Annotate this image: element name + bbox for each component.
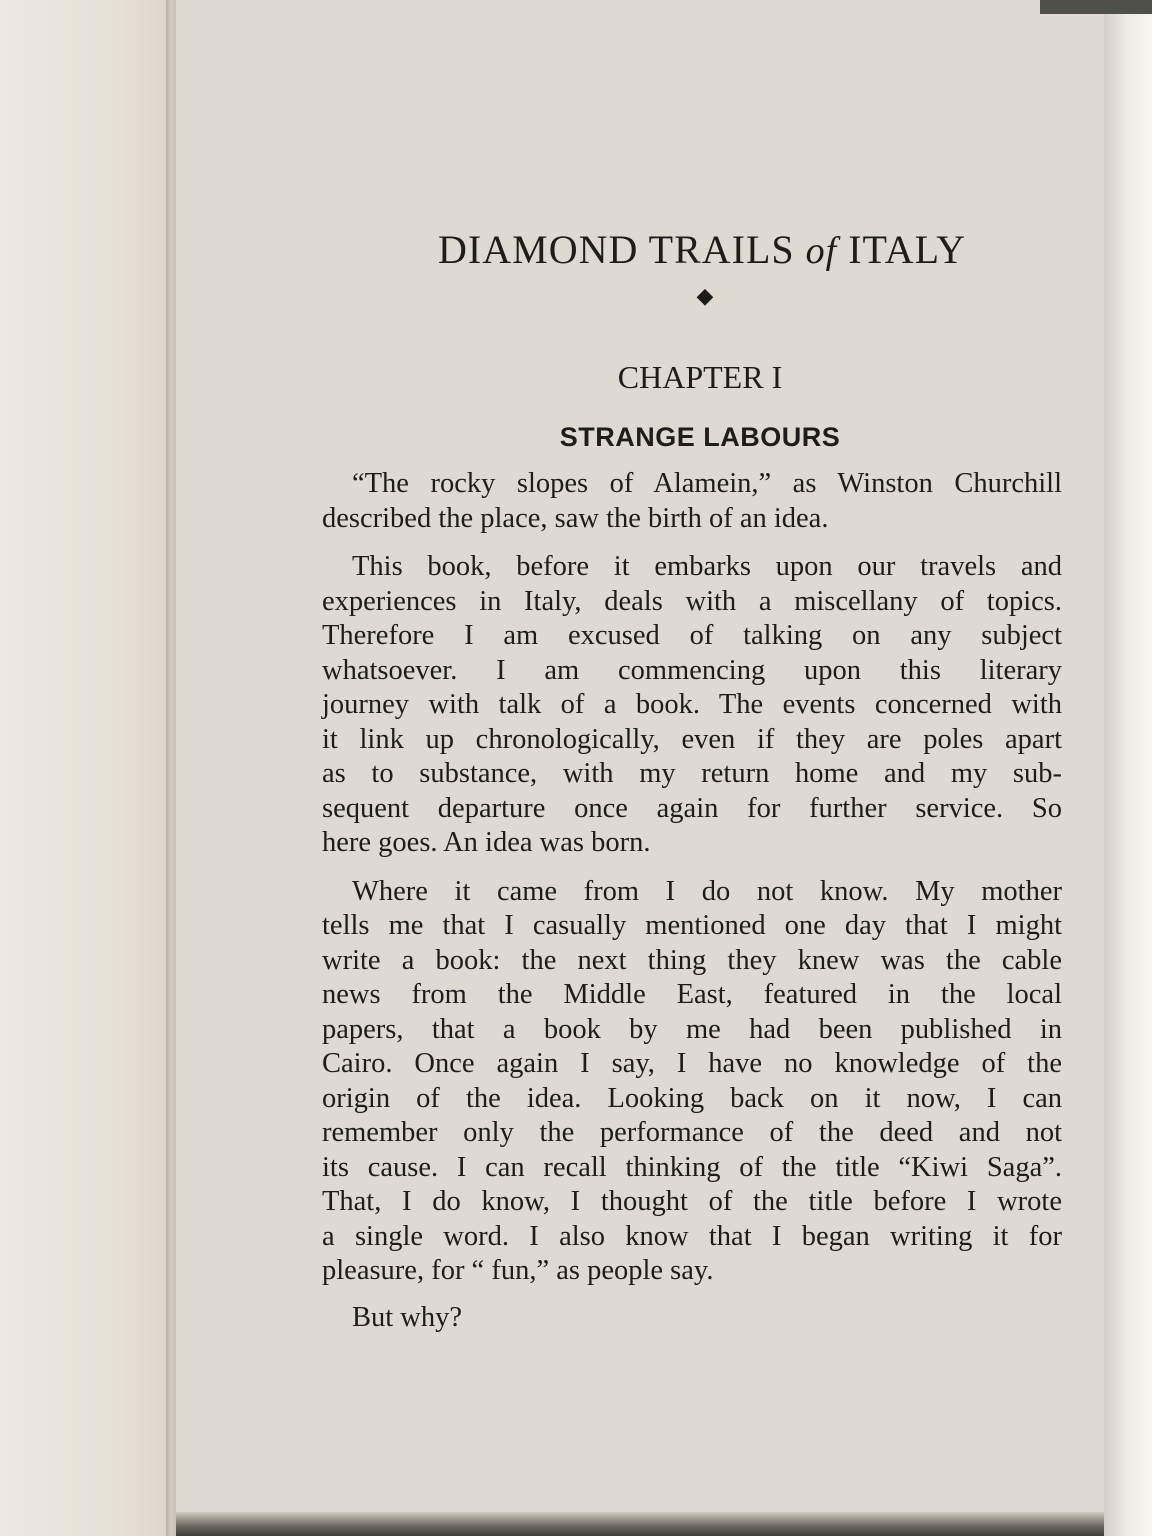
diamond-ornament-icon: ◆ [696,283,714,308]
text-line: That, I do know, I thought of the title before I wrote [322,1186,1062,1217]
text-line: Cairo. Once again I say, I have no knowledge of the [322,1048,1062,1079]
text-line: whatsoever. I am commencing upon this literary [322,654,1062,686]
text-line: papers, that a book by me had been published in [322,1013,1062,1045]
page-content [322,220,1062,1335]
text-line: as to substance, with my return home and my sub- [322,758,1062,789]
chapter-title: STRANGE LABOURS [559,422,841,452]
page-right-margin [1104,0,1152,1536]
text-line: This book, before it embarks upon our travels and [352,551,1062,582]
text-line: it link up chronologically, even if they are poles apart [322,723,1062,755]
paragraph [322,875,1062,1289]
book-title-end: ITALY [848,227,966,272]
text-line: sequent departure once again for further service. So [322,792,1062,824]
book-cover-top [1040,0,1152,14]
paragraph [322,550,1062,861]
text-line: write a book: the next thing they knew was the cable [322,944,1062,976]
text-line: origin of the idea. Looking back on it now, I can [322,1082,1062,1114]
text-line: “The rocky slopes of Alamein,” as Winston Churchill [352,468,1062,499]
text-line: news from the Middle East, featured in the local [322,979,1062,1010]
text-line: pleasure, for “ fun,” as people say. [322,1255,714,1286]
page-gutter [166,0,176,1536]
book-cover-edge [176,1512,1104,1536]
text-line: Therefore I am excused of talking on any subject [322,620,1062,651]
text-line: a single word. I also know that I began writing it for [322,1220,1062,1252]
text-line: But why? [352,1301,463,1333]
book-title-main: DIAMOND TRAILS [438,227,795,272]
text-line: remember only the performance of the deed and not [322,1117,1062,1148]
left-page [0,0,168,1536]
paragraph [322,1301,1062,1336]
text-line: tells me that I casually mentioned one day that I might [322,910,1062,941]
text-line: experiences in Italy, deals with a miscellany of topics. [322,585,1062,617]
book-title-of: of [805,230,838,272]
paragraph [322,467,1062,536]
text-line: described the place, saw the birth of an idea. [322,502,829,534]
text-line: Where it came from I do not know. My mother [352,875,1062,907]
chapter-number: CHAPTER I [617,359,783,395]
text-line: here goes. An idea was born. [322,827,651,858]
text-line: journey with talk of a book. The events concerned with [322,689,1062,720]
book-title [322,220,1062,281]
text-line: its cause. I can recall thinking of the title “Kiwi Saga”. [322,1151,1062,1183]
